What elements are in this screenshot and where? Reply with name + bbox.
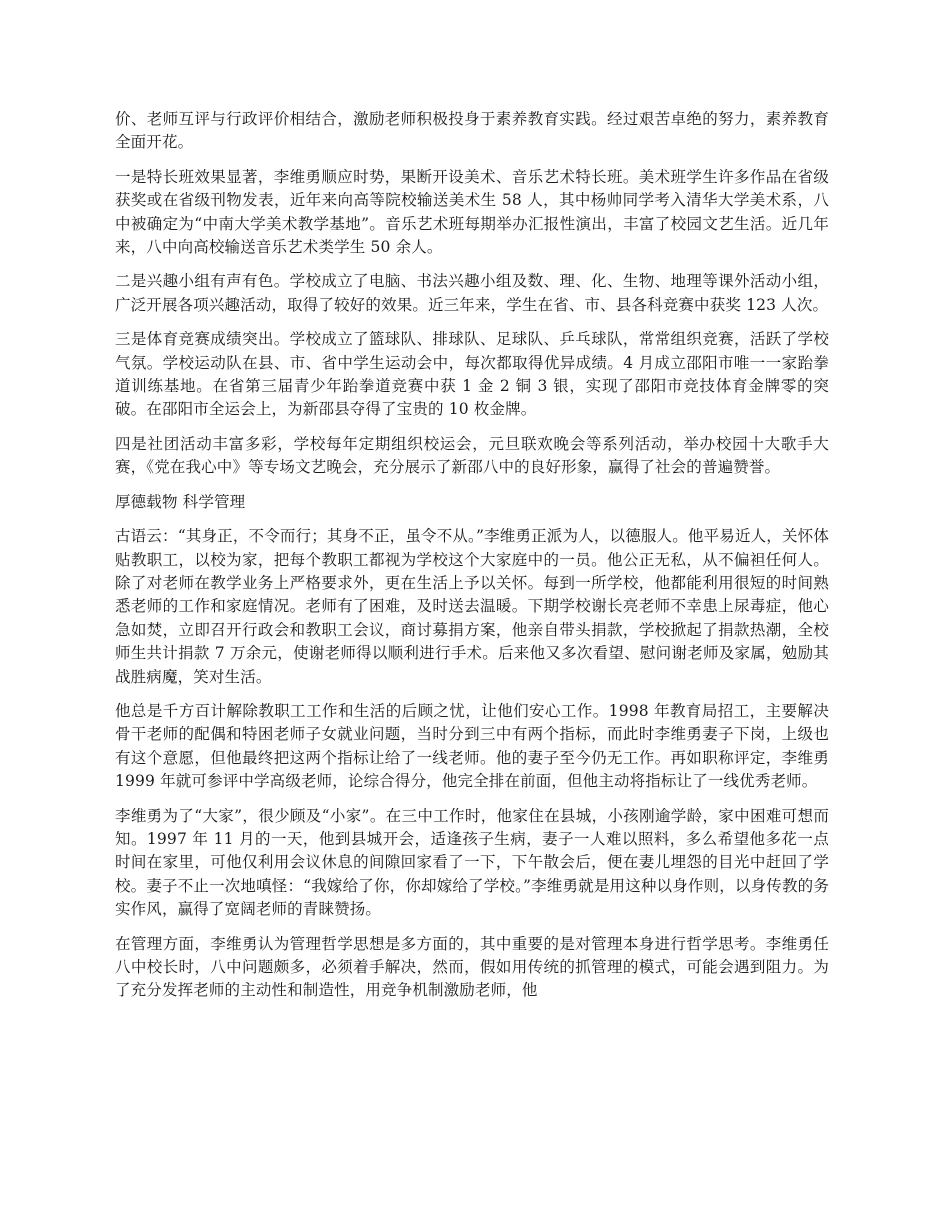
paragraph-9: 在管理方面，李维勇认为管理哲学思想是多方面的，其中重要的是对管理本身进行哲学思考。李维勇任八中校长时，八中问题颇多，必须着手解决，然而，假如用传统的抓管理的模式，可能会遇到阻力。为了充分发挥老师的主动性和制造性，用竞争机制激励老师，他 (115, 934, 829, 1000)
paragraph-3: 二是兴趣小组有声有色。学校成立了电脑、书法兴趣小组及数、理、化、生物、地理等课外活动小组，广泛开展各项兴趣活动，取得了较好的效果。近三年来，学生在省、市、县各科竞赛中获奖 123 人次。 (115, 272, 829, 314)
document-page (115, 108, 829, 1014)
paragraph-8: 李维勇为了“大家”，很少顾及“小家”。在三中工作时，他家住在县城，小孩刚逾学龄，家中困难可想而知。1997 年 11 月的一天，他到县城开会，适逢孩子生病，妻子一人难以照料，多么希望他多花一点时间在家里，可他仅利用会议休息的间隙回家看了一下，下午散会后，便在妻儿埋怨的目光中赶回了学校。妻子不止一次地嗔怪：“我嫁给了你，你却嫁给了学校。”李维勇就是用这种以身作则，以身传教的务实作风，赢得了宽阔老师的青睐赞扬。 (115, 806, 829, 919)
paragraph-5: 四是社团活动丰富多彩，学校每年定期组织校运会，元旦联欢晚会等系列活动，举办校园十大歌手大赛，《党在我心中》等专场文艺晚会，充分展示了新邵八中的良好形象，赢得了社会的普遍赞誉。 (115, 434, 829, 477)
paragraph-7: 他总是千方百计解除教职工工作和生活的后顾之忧，让他们安心工作。1998 年教育局招工，主要解决骨干老师的配偶和特困老师子女就业问题，当时分到三中有两个指标，而此时李维勇妻子下岗，上级也有这个意愿，但他最终把这两个指标让给了一线老师。他的妻子至今仍无工作。再如职称评定，李维勇 1999 年就可参评中学高级老师，论综合得分，他完全排在前面，但他主动将指标让了一线优秀老师。 (115, 701, 829, 791)
section-heading: 厚德载物 科学管理 (115, 492, 246, 511)
paragraph-4: 三是体育竞赛成绩突出。学校成立了篮球队、排球队、足球队、乒乓球队，常常组织竞赛，活跃了学校气氛。学校运动队在县、市、省中学生运动会中，每次都取得优异成绩。4 月成立邵阳市唯一一家跆拳道训练基地。在省第三届青少年跆拳道竞赛中获 1 金 2 铜 3 银，实现了邵阳市竞技体育金牌零的突破。在邵阳市全运会上，为新邵县夺得了宝贵的 10 枚金牌。 (115, 330, 829, 419)
paragraph-2: 一是特长班效果显著，李维勇顺应时势，果断开设美术、音乐艺术特长班。美术班学生许多作品在省级获奖或在省级刊物发表，近年来向高等院校输送美术生 58 人，其中杨帅同学考入清华大学美术系，八中被确定为“中南大学美术教学基地”。音乐艺术班每期举办汇报性演出，丰富了校园文艺生活。近几年来，八中向高校输送音乐艺术类学生 50 余人。 (115, 167, 829, 257)
paragraph-6: 古语云：“其身正，不令而行；其身不正，虽令不从。”李维勇正派为人，以德服人。他平易近人，关怀体贴教职工，以校为家，把每个教职工都视为学校这个大家庭中的一员。他公正无私，从不偏袒任何人。除了对老师在教学业务上严格要求外，更在生活上予以关怀。每到一所学校，他都能利用很短的时间熟悉老师的工作和家庭情况。老师有了困难，及时送去温暖。下期学校谢长亮老师不幸患上尿毒症，他心急如焚，立即召开行政会和教职工会议，商讨募捐方案，他亲自带头捐款，学校掀起了捐款热潮，全校师生共计捐款 7 万余元，使谢老师得以顺利进行手术。后来他又多次看望、慰问谢老师及家属，勉励其战胜病魔，笑对生活。 (115, 527, 829, 686)
paragraph-1: 价、老师互评与行政评价相结合，激励老师积极投身于素养教育实践。经过艰苦卓绝的努力，素养教育全面开花。 (115, 110, 829, 152)
